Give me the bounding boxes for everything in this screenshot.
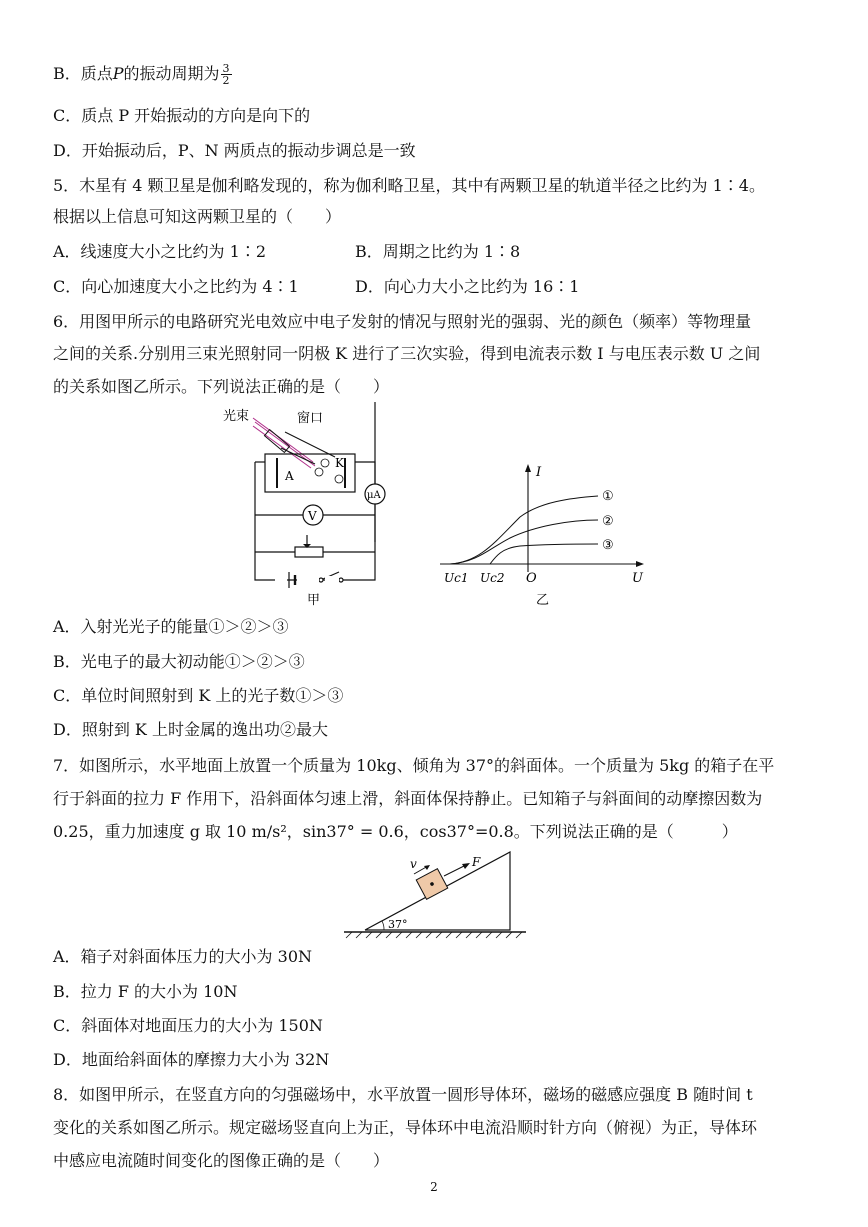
box <box>416 869 448 900</box>
figure-iu-graph <box>440 462 650 608</box>
q6-stem-line2: 之间的关系.分别用三束光照射同一阴极 K 进行了三次实验，得到电流表示数 I 与电压表示数 U 之间 <box>53 344 761 363</box>
curve-1 <box>450 496 598 564</box>
q5-option-d: D．向心力大小之比约为 16∶1 <box>355 277 580 296</box>
q8-stem-line2: 变化的关系如图乙所示。规定磁场竖直向上为正，导体环中电流沿顺时针方向（俯视）为正，导体环 <box>53 1118 758 1137</box>
figure-a-caption: 甲 <box>307 593 321 607</box>
curve-3 <box>490 544 598 564</box>
curve-2 <box>450 520 598 564</box>
q4-option-c: C．质点 P 开始振动的方向是向下的 <box>53 106 311 125</box>
q7-stem-line3: 0.25，重力加速度 g 取 10 m/s²，sin37° = 0.6，cos37°=0.8。下列说法正确的是（ ） <box>53 822 738 841</box>
q6-stem-line1: 6．用图甲所示的电路研究光电效应中电子发射的情况与照射光的强弱、光的颜色（频率）等物理量 <box>53 312 752 331</box>
figure-circuit <box>215 402 395 607</box>
window-label: 窗口 <box>297 411 324 426</box>
q6-stem-line3: 的关系如图乙所示。下列说法正确的是（ ） <box>53 377 390 396</box>
fraction-3-2: $\frac{3}{2}$ <box>222 62 230 87</box>
force-arrowhead <box>462 863 470 869</box>
uc1-label: Uc1 <box>444 571 469 585</box>
q8-stem-line1: 8．如图甲所示，在竖直方向的匀强磁场中，水平放置一圆形导体环，磁场的磁感应强度 B 随时间 t <box>53 1085 753 1104</box>
figure-incline <box>340 848 530 940</box>
q6-option-b: B．光电子的最大初动能①＞②＞③ <box>53 652 305 671</box>
q7-option-d: D．地面给斜面体的摩擦力大小为 32N <box>53 1050 330 1069</box>
microammeter-label: μA <box>367 490 381 501</box>
velocity-label: v <box>410 857 417 871</box>
battery-gap-2 <box>297 576 319 584</box>
angle-arc <box>382 921 384 930</box>
q5-stem-line1: 5．木星有 4 颗卫星是伽利略发现的，称为伽利略卫星，其中有两颗卫星的轨道半径之比约为 1∶4。 <box>53 176 765 195</box>
q4-option-d: D．开始振动后，P、N 两质点的振动步调总是一致 <box>53 141 416 160</box>
q7-stem-line2: 行于斜面的拉力 F 作用下，沿斜面体匀速上滑，斜面体保持静止。已知箱子与斜面间的动摩擦因数为 <box>53 789 763 808</box>
x-axis-label: U <box>632 571 643 586</box>
page-number: 2 <box>430 1180 438 1194</box>
curve-3-label: ③ <box>602 538 614 553</box>
curve-2-label: ② <box>602 514 614 529</box>
q5-option-a: A．线速度大小之比约为 1∶2 <box>53 242 267 261</box>
q8-stem-line3: 中感应电流随时间变化的图像正确的是（ ） <box>53 1151 390 1170</box>
cathode-label: K <box>335 456 344 470</box>
origin-label: O <box>526 571 537 586</box>
q7-option-b: B．拉力 F 的大小为 10N <box>53 982 238 1001</box>
y-axis-arrow <box>525 464 531 472</box>
force-arrow <box>444 865 466 876</box>
y-axis-label: I <box>536 465 542 480</box>
uc2-label: Uc2 <box>480 571 505 585</box>
q6-option-a: A．入射光光子的能量①＞②＞③ <box>53 617 289 636</box>
anode-label: A <box>285 469 294 483</box>
force-label: F <box>472 855 481 869</box>
q7-option-a: A．箱子对斜面体压力的大小为 30N <box>53 947 313 966</box>
q4-option-b: B．质点P的振动周期为 $\frac{3}{2}$ <box>53 62 230 87</box>
curves <box>450 496 598 564</box>
ground-hatching <box>346 932 522 938</box>
rheostat <box>295 547 323 557</box>
light-beam-label: 光束 <box>223 409 250 424</box>
x-axis-arrow <box>636 561 644 567</box>
q5-option-c: C．向心加速度大小之比约为 4∶1 <box>53 277 299 296</box>
curve-1-label: ① <box>602 489 614 504</box>
q5-option-b: B．周期之比约为 1∶8 <box>355 242 521 261</box>
q7-stem-line1: 7．如图所示，水平地面上放置一个质量为 10kg、倾角为 37°的斜面体。一个质量为 5kg 的箱子在平 <box>53 756 775 775</box>
figure-b-caption: 乙 <box>536 593 550 608</box>
q6-option-c: C．单位时间照射到 K 上的光子数①＞③ <box>53 686 344 705</box>
angle-label: 37° <box>388 918 408 931</box>
q7-option-c: C．斜面体对地面压力的大小为 150N <box>53 1016 323 1035</box>
voltmeter-label: V <box>308 509 317 523</box>
q5-stem-line2: 根据以上信息可知这两颗卫星的（ ） <box>53 207 342 226</box>
q6-option-d: D．照射到 K 上时金属的逸出功②最大 <box>53 720 328 739</box>
switch-gap <box>325 576 339 584</box>
battery-gap <box>275 576 287 584</box>
